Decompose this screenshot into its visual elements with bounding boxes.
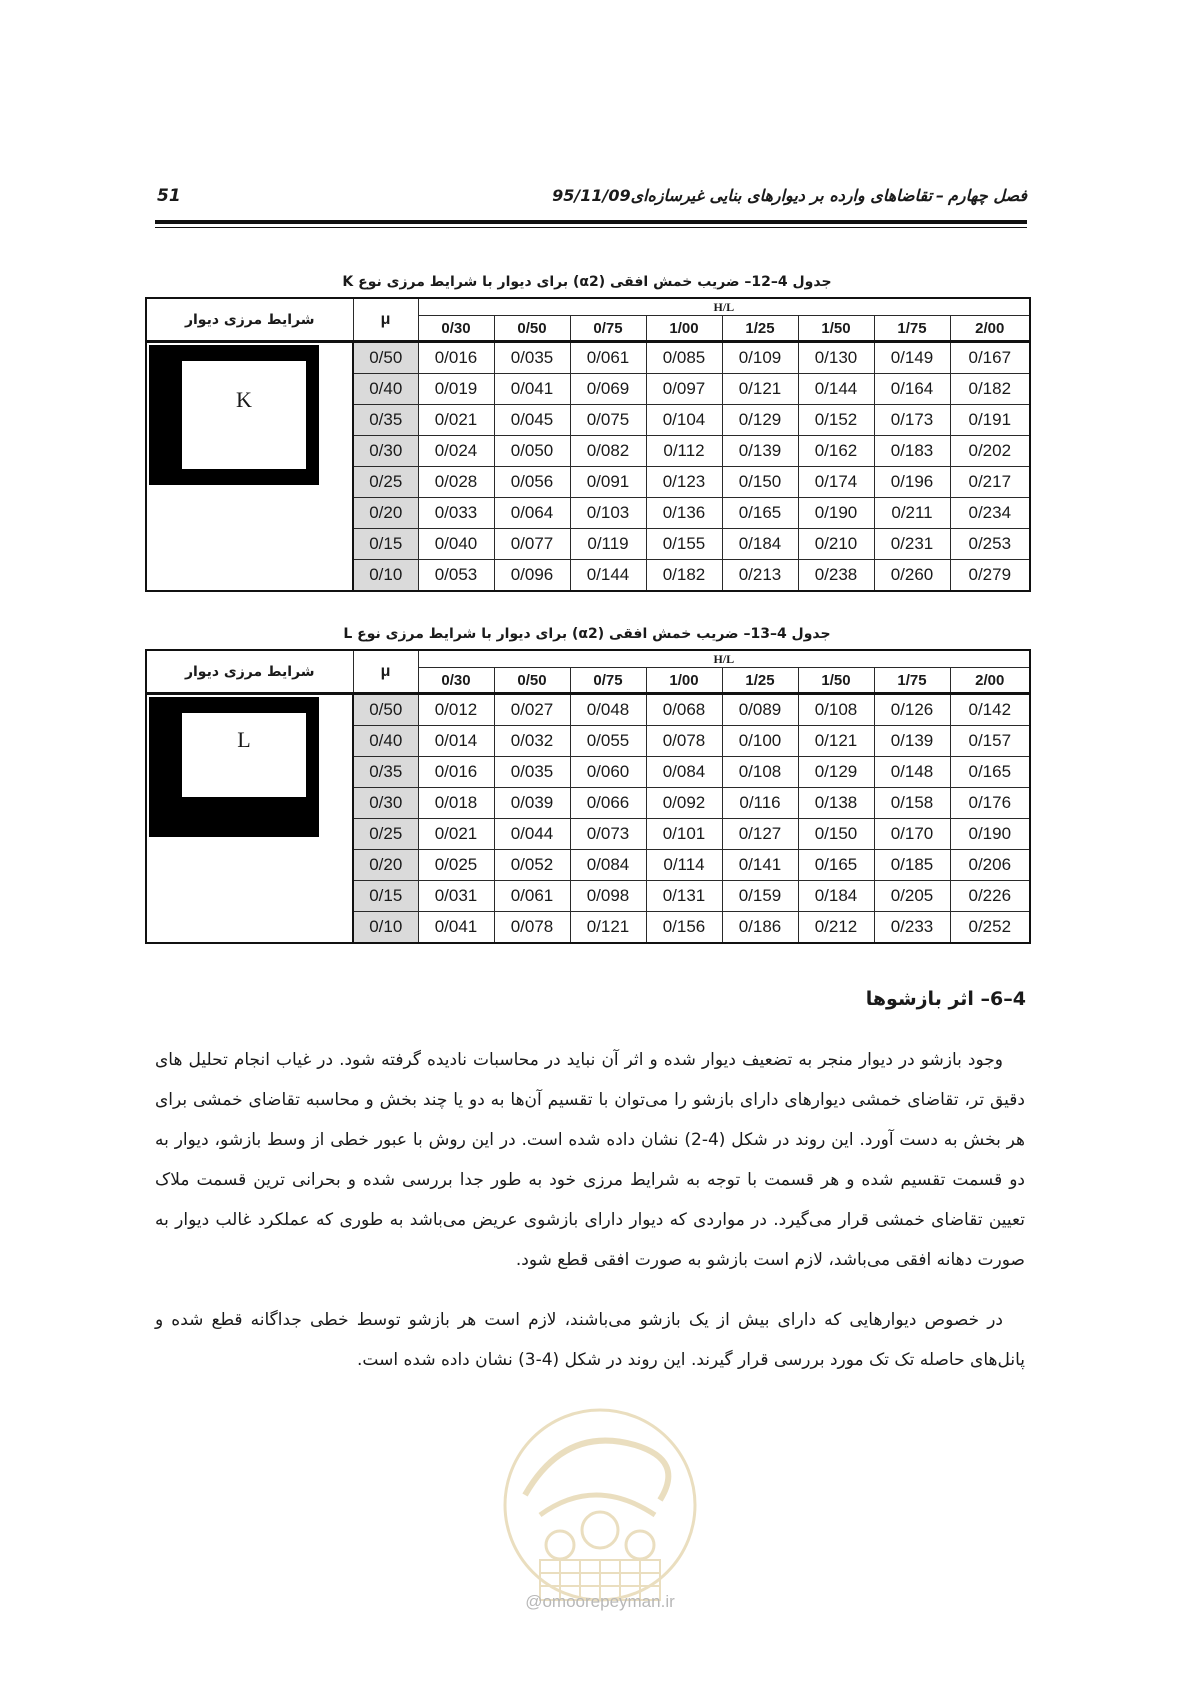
table1-hl-value: 2/00	[950, 316, 1030, 342]
coefficient-cell: 0/152	[798, 405, 874, 436]
coefficient-cell: 0/077	[494, 529, 570, 560]
coefficient-cell: 0/156	[646, 912, 722, 944]
coefficient-cell: 0/112	[646, 436, 722, 467]
coefficient-cell: 0/141	[722, 850, 798, 881]
coefficient-cell: 0/019	[418, 374, 494, 405]
coefficient-cell: 0/048	[570, 694, 646, 726]
table1-hl-value: 0/50	[494, 316, 570, 342]
coefficient-cell: 0/165	[950, 757, 1030, 788]
coefficient-cell: 0/126	[874, 694, 950, 726]
coefficient-cell: 0/159	[722, 881, 798, 912]
coefficient-cell: 0/012	[418, 694, 494, 726]
coefficient-cell: 0/016	[418, 757, 494, 788]
table2-caption: جدول 4–13– ضریب خمش افقی (α2) برای دیوار با شرایط مرزی نوع L	[343, 626, 831, 642]
coefficient-cell: 0/035	[494, 342, 570, 374]
coefficient-cell: 0/252	[950, 912, 1030, 944]
coefficient-cell: 0/092	[646, 788, 722, 819]
coefficient-cell: 0/148	[874, 757, 950, 788]
coefficient-cell: 0/162	[798, 436, 874, 467]
mu-value: 0/30	[353, 788, 418, 819]
table2-hl-value: 0/50	[494, 668, 570, 694]
coefficient-cell: 0/116	[722, 788, 798, 819]
coefficient-cell: 0/238	[798, 560, 874, 592]
wall-boundary-diagram	[149, 697, 319, 837]
coefficient-cell: 0/157	[950, 726, 1030, 757]
mu-value: 0/30	[353, 436, 418, 467]
coefficient-cell: 0/075	[570, 405, 646, 436]
coefficient-cell: 0/040	[418, 529, 494, 560]
coefficient-cell: 0/144	[798, 374, 874, 405]
coefficient-cell: 0/213	[722, 560, 798, 592]
coefficient-cell: 0/173	[874, 405, 950, 436]
coefficient-cell: 0/184	[722, 529, 798, 560]
coefficient-cell: 0/129	[722, 405, 798, 436]
coefficient-cell: 0/127	[722, 819, 798, 850]
coefficient-cell: 0/041	[494, 374, 570, 405]
coefficient-cell: 0/014	[418, 726, 494, 757]
coefficient-cell: 0/114	[646, 850, 722, 881]
coefficient-cell: 0/056	[494, 467, 570, 498]
coefficient-cell: 0/123	[646, 467, 722, 498]
table1-hl-header: H/L	[418, 298, 1030, 316]
coefficient-cell: 0/196	[874, 467, 950, 498]
coefficient-cell: 0/097	[646, 374, 722, 405]
coefficient-cell: 0/024	[418, 436, 494, 467]
mu-value: 0/25	[353, 467, 418, 498]
coefficient-cell: 0/078	[494, 912, 570, 944]
mu-value: 0/50	[353, 342, 418, 374]
wall-panel	[182, 361, 306, 469]
chapter-title: فصل چهارم	[948, 186, 1027, 205]
coefficient-cell: 0/021	[418, 405, 494, 436]
paragraph-2-text: در خصوص دیوارهایی که دارای بیش از یک بازشو می‌باشند، لازم است هر بازشو توسط خطی جداگانه قطع شده و پانل‌های حاصله تک تک مورد بررسی قرار گیرند. این روند در شکل (4-3) نشان داده شده است.	[155, 1310, 1025, 1370]
coefficient-cell: 0/206	[950, 850, 1030, 881]
coefficient-cell: 0/279	[950, 560, 1030, 592]
mu-value: 0/20	[353, 850, 418, 881]
coefficient-cell: 0/136	[646, 498, 722, 529]
coefficient-cell: 0/027	[494, 694, 570, 726]
table2-hl-header: H/L	[418, 650, 1030, 668]
coefficient-cell: 0/226	[950, 881, 1030, 912]
coefficient-cell: 0/032	[494, 726, 570, 757]
watermark-url: @omoorepeyman.ir	[525, 1592, 675, 1611]
coefficient-cell: 0/091	[570, 467, 646, 498]
coefficient-cell: 0/205	[874, 881, 950, 912]
coefficient-cell: 0/084	[570, 850, 646, 881]
coefficient-cell: 0/202	[950, 436, 1030, 467]
coefficient-cell: 0/158	[874, 788, 950, 819]
coefficient-cell: 0/139	[722, 436, 798, 467]
coefficient-cell: 0/191	[950, 405, 1030, 436]
coefficient-cell: 0/103	[570, 498, 646, 529]
coefficient-cell: 0/089	[722, 694, 798, 726]
table1-hl-value: 1/75	[874, 316, 950, 342]
coefficient-cell: 0/033	[418, 498, 494, 529]
coefficient-cell: 0/021	[418, 819, 494, 850]
table2-wall-header: شرایط مرزی دیوار	[146, 650, 353, 694]
coefficient-cell: 0/098	[570, 881, 646, 912]
header-rule-thick	[155, 220, 1027, 224]
coefficient-cell: 0/018	[418, 788, 494, 819]
coefficient-cell: 0/066	[570, 788, 646, 819]
coefficient-cell: 0/174	[798, 467, 874, 498]
coefficient-cell: 0/121	[722, 374, 798, 405]
coefficient-cell: 0/183	[874, 436, 950, 467]
mu-value: 0/40	[353, 374, 418, 405]
header-rule-thin	[155, 227, 1027, 228]
table2-mu-header: μ	[353, 650, 418, 694]
table2-hl-value: 1/75	[874, 668, 950, 694]
mu-value: 0/40	[353, 726, 418, 757]
coefficient-cell: 0/084	[646, 757, 722, 788]
coefficient-cell: 0/190	[798, 498, 874, 529]
coefficient-cell: 0/165	[722, 498, 798, 529]
chapter-subtitle: تقاضاهای وارده بر دیوارهای بنایی غیرسازه‌ای	[630, 186, 933, 205]
coefficient-cell: 0/016	[418, 342, 494, 374]
coefficient-cell: 0/044	[494, 819, 570, 850]
table1-hl-value: 0/75	[570, 316, 646, 342]
running-header	[534, 186, 1027, 205]
table2-hl-value: 1/00	[646, 668, 722, 694]
coefficient-cell: 0/078	[646, 726, 722, 757]
coefficient-cell: 0/045	[494, 405, 570, 436]
diagram-label: L	[237, 727, 251, 752]
table2-hl-value: 2/00	[950, 668, 1030, 694]
header-date: 95/11/09	[552, 186, 631, 205]
mu-value: 0/25	[353, 819, 418, 850]
coefficient-cell: 0/210	[798, 529, 874, 560]
coefficient-cell: 0/119	[570, 529, 646, 560]
coefficient-cell: 0/096	[494, 560, 570, 592]
table1-hl-value: 0/30	[418, 316, 494, 342]
table2-hl-value: 0/30	[418, 668, 494, 694]
coefficient-cell: 0/035	[494, 757, 570, 788]
table1-boundary-diagram	[146, 342, 353, 592]
mu-value: 0/10	[353, 560, 418, 592]
table2-hl-value: 0/75	[570, 668, 646, 694]
coefficient-cell: 0/085	[646, 342, 722, 374]
coefficient-cell: 0/260	[874, 560, 950, 592]
table1-caption: جدول 4–12– ضریب خمش افقی (α2) برای دیوار با شرایط مرزی نوع K	[342, 274, 832, 290]
coefficient-cell: 0/101	[646, 819, 722, 850]
table1-mu-header: μ	[353, 298, 418, 342]
paragraph-2	[155, 1300, 1025, 1380]
coefficient-cell: 0/031	[418, 881, 494, 912]
coefficient-cell: 0/061	[494, 881, 570, 912]
page-number: 51	[157, 186, 181, 206]
wall-boundary-diagram	[149, 345, 319, 485]
coefficient-cell: 0/170	[874, 819, 950, 850]
mu-value: 0/15	[353, 881, 418, 912]
coefficient-cell: 0/109	[722, 342, 798, 374]
table2	[145, 649, 1031, 944]
mu-value: 0/15	[353, 529, 418, 560]
coefficient-cell: 0/138	[798, 788, 874, 819]
diagram-label: K	[236, 387, 252, 412]
page-header	[155, 186, 1027, 216]
table2-hl-value: 1/25	[722, 668, 798, 694]
mu-value: 0/35	[353, 405, 418, 436]
coefficient-cell: 0/253	[950, 529, 1030, 560]
coefficient-cell: 0/185	[874, 850, 950, 881]
table2-hl-value: 1/50	[798, 668, 874, 694]
coefficient-cell: 0/060	[570, 757, 646, 788]
paragraph-1	[155, 1040, 1025, 1280]
coefficient-cell: 0/155	[646, 529, 722, 560]
coefficient-cell: 0/165	[798, 850, 874, 881]
coefficient-cell: 0/061	[570, 342, 646, 374]
coefficient-cell: 0/190	[950, 819, 1030, 850]
coefficient-cell: 0/050	[494, 436, 570, 467]
coefficient-cell: 0/233	[874, 912, 950, 944]
coefficient-cell: 0/055	[570, 726, 646, 757]
coefficient-cell: 0/108	[798, 694, 874, 726]
table1	[145, 297, 1031, 592]
table2-boundary-diagram	[146, 694, 353, 944]
coefficient-cell: 0/129	[798, 757, 874, 788]
wall-panel	[182, 713, 306, 797]
coefficient-cell: 0/234	[950, 498, 1030, 529]
mu-value: 0/20	[353, 498, 418, 529]
coefficient-cell: 0/131	[646, 881, 722, 912]
coefficient-cell: 0/176	[950, 788, 1030, 819]
coefficient-cell: 0/052	[494, 850, 570, 881]
mu-value: 0/50	[353, 694, 418, 726]
coefficient-cell: 0/150	[798, 819, 874, 850]
coefficient-cell: 0/121	[798, 726, 874, 757]
coefficient-cell: 0/073	[570, 819, 646, 850]
coefficient-cell: 0/025	[418, 850, 494, 881]
mu-value: 0/35	[353, 757, 418, 788]
table1-hl-value: 1/25	[722, 316, 798, 342]
coefficient-cell: 0/069	[570, 374, 646, 405]
table1-wall-header: شرایط مرزی دیوار	[146, 298, 353, 342]
coefficient-cell: 0/144	[570, 560, 646, 592]
header-separator: –	[936, 186, 945, 205]
coefficient-cell: 0/186	[722, 912, 798, 944]
section-title: 4–6– اثر بازشوها	[865, 988, 1026, 1010]
coefficient-cell: 0/108	[722, 757, 798, 788]
paragraph-1-text: وجود بازشو در دیوار منجر به تضعیف دیوار شده و اثر آن نباید در محاسبات نادیده گرفته شود. در غیاب انجام تحلیل های دقیق تر، تقاضای خمشی دیوارهای دارای بازشو را می‌توان با تقسیم آن‌ها به دو یا چند بخش و محاسبه تقاضای خمشی برای هر بخش به دست آورد. این روند در شکل (4-2) نشان داده شده است. در این روش با عبور خطی از وسط بازشو، دیوار به دو قسمت تقسیم شده و هر قسمت با توجه به شرایط مرزی خود به طور جدا بررسی شده و بحرانی ترین قسمت ملاک تعیین تقاضای خمشی قرار می‌گیرد. در مواردی که دیوار دارای بازشوی عریض می‌باشد به طوری که عملکرد غالب دیوار به صورت دهانه افقی می‌باشد، لازم است بازشو به صورت افقی قطع شود.	[155, 1050, 1026, 1270]
coefficient-cell: 0/212	[798, 912, 874, 944]
coefficient-cell: 0/167	[950, 342, 1030, 374]
coefficient-cell: 0/217	[950, 467, 1030, 498]
coefficient-cell: 0/231	[874, 529, 950, 560]
table1-hl-value: 1/00	[646, 316, 722, 342]
coefficient-cell: 0/028	[418, 467, 494, 498]
coefficient-cell: 0/139	[874, 726, 950, 757]
coefficient-cell: 0/100	[722, 726, 798, 757]
coefficient-cell: 0/064	[494, 498, 570, 529]
table-row	[146, 342, 1030, 374]
coefficient-cell: 0/150	[722, 467, 798, 498]
coefficient-cell: 0/039	[494, 788, 570, 819]
coefficient-cell: 0/082	[570, 436, 646, 467]
table-row	[146, 694, 1030, 726]
coefficient-cell: 0/104	[646, 405, 722, 436]
coefficient-cell: 0/068	[646, 694, 722, 726]
coefficient-cell: 0/182	[646, 560, 722, 592]
coefficient-cell: 0/184	[798, 881, 874, 912]
coefficient-cell: 0/211	[874, 498, 950, 529]
coefficient-cell: 0/149	[874, 342, 950, 374]
mu-value: 0/10	[353, 912, 418, 944]
coefficient-cell: 0/130	[798, 342, 874, 374]
coefficient-cell: 0/142	[950, 694, 1030, 726]
coefficient-cell: 0/053	[418, 560, 494, 592]
coefficient-cell: 0/041	[418, 912, 494, 944]
coefficient-cell: 0/182	[950, 374, 1030, 405]
coefficient-cell: 0/164	[874, 374, 950, 405]
table1-hl-value: 1/50	[798, 316, 874, 342]
coefficient-cell: 0/121	[570, 912, 646, 944]
